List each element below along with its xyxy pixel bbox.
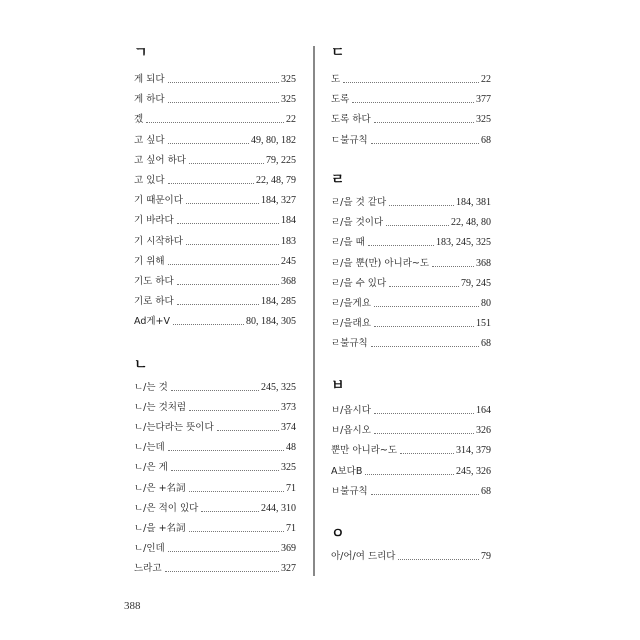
entry-pages: 71 [286,482,296,494]
entry-pages: 326 [476,425,491,437]
index-entry [134,173,296,187]
entry-term: 도 [331,74,341,85]
section-heading: ㄱ [134,45,148,61]
dot-leader [352,102,474,103]
entry-term: 느라고 [134,562,162,574]
entry-term: 기로 하다 [134,296,174,308]
entry-term: ㅂ/읍시다 [331,405,371,416]
index-entry [134,400,296,414]
dot-leader [171,390,259,391]
entry-pages: 373 [281,402,296,414]
dot-leader [186,203,259,204]
index-entry [331,133,491,147]
entry-term: 고 있다 [134,175,165,186]
dot-leader [168,450,284,451]
index-entry [134,440,296,454]
index-entry [134,213,296,227]
index-entry [331,316,491,330]
dot-leader [165,571,279,572]
entry-pages: 68 [481,485,491,497]
dot-leader [173,324,244,325]
index-entry [331,256,491,270]
entry-term: 도록 하다 [331,114,371,126]
entry-term: ㄴ/은 +名詞 [134,482,186,494]
entry-term: ㄹ/을게요 [331,298,371,309]
entry-pages: 22, 48, 80 [451,217,491,229]
entry-term: 기 때문이다 [134,195,183,207]
dot-leader [398,559,479,560]
index-entry [134,541,296,555]
entry-pages: 325 [281,74,296,85]
section-heading: ㄴ [134,357,148,373]
index-entry [331,443,491,457]
index-entry [134,420,296,434]
dot-leader [368,245,434,246]
entry-term: ㄴ/인데 [134,542,165,554]
index-entry [331,336,491,350]
entry-pages: 79 [481,551,491,562]
entry-term: 기 시작하다 [134,235,183,247]
index-entry [134,460,296,474]
index-entry [331,484,491,498]
index-entry [331,215,491,229]
entry-term: 기도 하다 [134,276,174,287]
index-entry [134,254,296,268]
dot-leader [168,143,249,144]
entry-pages: 183, 245, 325 [436,237,491,249]
entry-term: 겠 [134,114,144,126]
index-entry [331,276,491,290]
entry-term: ㄷ불규칙 [331,134,368,146]
index-entry [331,195,491,209]
dot-leader [177,304,259,305]
entry-term: ㄴ/는다라는 뜻이다 [134,422,214,434]
entry-term: 기 바라다 [134,215,174,227]
entry-term: 뿐만 아니라~도 [331,445,398,457]
page-number: 388 [124,600,141,612]
entry-pages: 79, 225 [266,154,296,166]
entry-pages: 245, 326 [456,465,491,477]
entry-pages: 183 [281,235,296,247]
entry-term: ㄴ/는데 [134,442,165,454]
column-divider [313,46,315,576]
entry-term: ㄹ/을 뿐(만) 아니라~도 [331,257,430,269]
dot-leader [177,284,279,285]
dot-leader [186,244,279,245]
entry-pages: 245, 325 [261,382,296,393]
index-entry [331,296,491,310]
entry-pages: 80 [481,298,491,309]
entry-term: ㄹ/을래요 [331,318,371,330]
index-entry [134,521,296,535]
entry-pages: 325 [281,462,296,474]
dot-leader [189,491,284,492]
dot-leader [374,433,474,434]
dot-leader [146,122,284,123]
dot-leader [389,205,454,206]
dot-leader [189,531,284,532]
index-entry [134,133,296,147]
entry-pages: 184 [281,215,296,227]
dot-leader [386,225,449,226]
dot-leader [365,474,454,475]
dot-leader [374,122,474,123]
dot-leader [177,223,279,224]
dot-leader [400,453,454,454]
index-entry [134,294,296,308]
entry-pages: 80, 184, 305 [246,316,296,328]
index-entry [134,380,296,394]
entry-pages: 327 [281,562,296,574]
section-heading: ㅂ [331,378,345,394]
entry-pages: 368 [476,257,491,269]
entry-term: ㅂ불규칙 [331,485,368,497]
entry-term: ㄹ/을 것 같다 [331,197,387,208]
entry-term: ㄴ/은 게 [134,462,168,474]
dot-leader [371,494,479,495]
entry-pages: 314, 379 [456,445,491,457]
index-entry [134,481,296,495]
entry-term: A보다B [331,465,363,477]
entry-term: ㄹ/을 것이다 [331,217,384,229]
entry-pages: 244, 310 [261,502,296,514]
dot-leader [168,82,279,83]
entry-pages: 49, 80, 182 [251,134,296,146]
index-entry [331,423,491,437]
entry-term: ㄴ/는 것처럼 [134,402,187,414]
entry-pages: 184, 381 [456,197,491,208]
dot-leader [189,163,264,164]
entry-term: 게 되다 [134,74,165,85]
entry-pages: 184, 285 [261,296,296,308]
index-entry [331,464,491,478]
index-entry [331,92,491,106]
dot-leader [371,346,479,347]
entry-pages: 377 [476,94,491,106]
index-entry [134,92,296,106]
dot-leader [389,286,459,287]
entry-term: Ad게+V [134,316,170,328]
entry-pages: 245 [281,255,296,267]
dot-leader [371,143,479,144]
entry-pages: 68 [481,134,491,146]
entry-term: 기 위해 [134,255,165,267]
entry-term: ㄹ/을 수 있다 [331,277,387,289]
dot-leader [171,470,279,471]
entry-pages: 325 [281,94,296,106]
index-entry [331,403,491,417]
entry-term: 도록 [331,94,350,106]
section-heading: ㄷ [331,45,345,61]
dot-leader [201,511,259,512]
entry-term: ㄹ/을 때 [331,237,365,249]
entry-pages: 325 [476,114,491,126]
entry-term: 고 싶다 [134,134,165,146]
entry-pages: 22 [286,114,296,126]
entry-pages: 71 [286,522,296,534]
entry-pages: 22 [481,74,491,85]
entry-pages: 151 [476,318,491,330]
entry-pages: 68 [481,338,491,350]
dot-leader [189,410,279,411]
dot-leader [217,430,279,431]
entry-term: 아/어/여 드리다 [331,551,396,562]
dot-leader [432,266,474,267]
entry-term: ㄴ/은 적이 있다 [134,502,199,514]
entry-term: ㄹ불규칙 [331,338,368,350]
entry-term: ㄴ/을 +名詞 [134,522,186,534]
index-entry [134,234,296,248]
index-entry [134,153,296,167]
entry-term: ㄴ/는 것 [134,382,168,393]
index-entry [134,561,296,575]
dot-leader [374,413,474,414]
index-entry [134,501,296,515]
index-entry [134,274,296,288]
entry-pages: 79, 245 [461,277,491,289]
entry-pages: 184, 327 [261,195,296,207]
dot-leader [374,326,474,327]
entry-term: 고 싶어 하다 [134,154,186,166]
dot-leader [374,306,479,307]
dot-leader [168,264,279,265]
entry-pages: 48 [286,442,296,454]
index-entry [331,112,491,126]
index-entry [134,314,296,328]
entry-pages: 368 [281,276,296,287]
entry-term: ㅂ/읍시오 [331,425,371,437]
dot-leader [343,82,479,83]
entry-term: 게 하다 [134,94,165,106]
section-heading: ㄹ [331,172,345,188]
index-entry [134,112,296,126]
entry-pages: 374 [281,422,296,434]
entry-pages: 22, 48, 79 [256,175,296,186]
index-entry [331,235,491,249]
dot-leader [168,102,279,103]
index-entry [134,193,296,207]
entry-pages: 369 [281,542,296,554]
section-heading: ㅇ [331,526,345,542]
dot-leader [168,183,254,184]
entry-pages: 164 [476,405,491,416]
index-entry [331,549,491,563]
index-entry [331,72,491,86]
index-entry [134,72,296,86]
dot-leader [168,551,279,552]
